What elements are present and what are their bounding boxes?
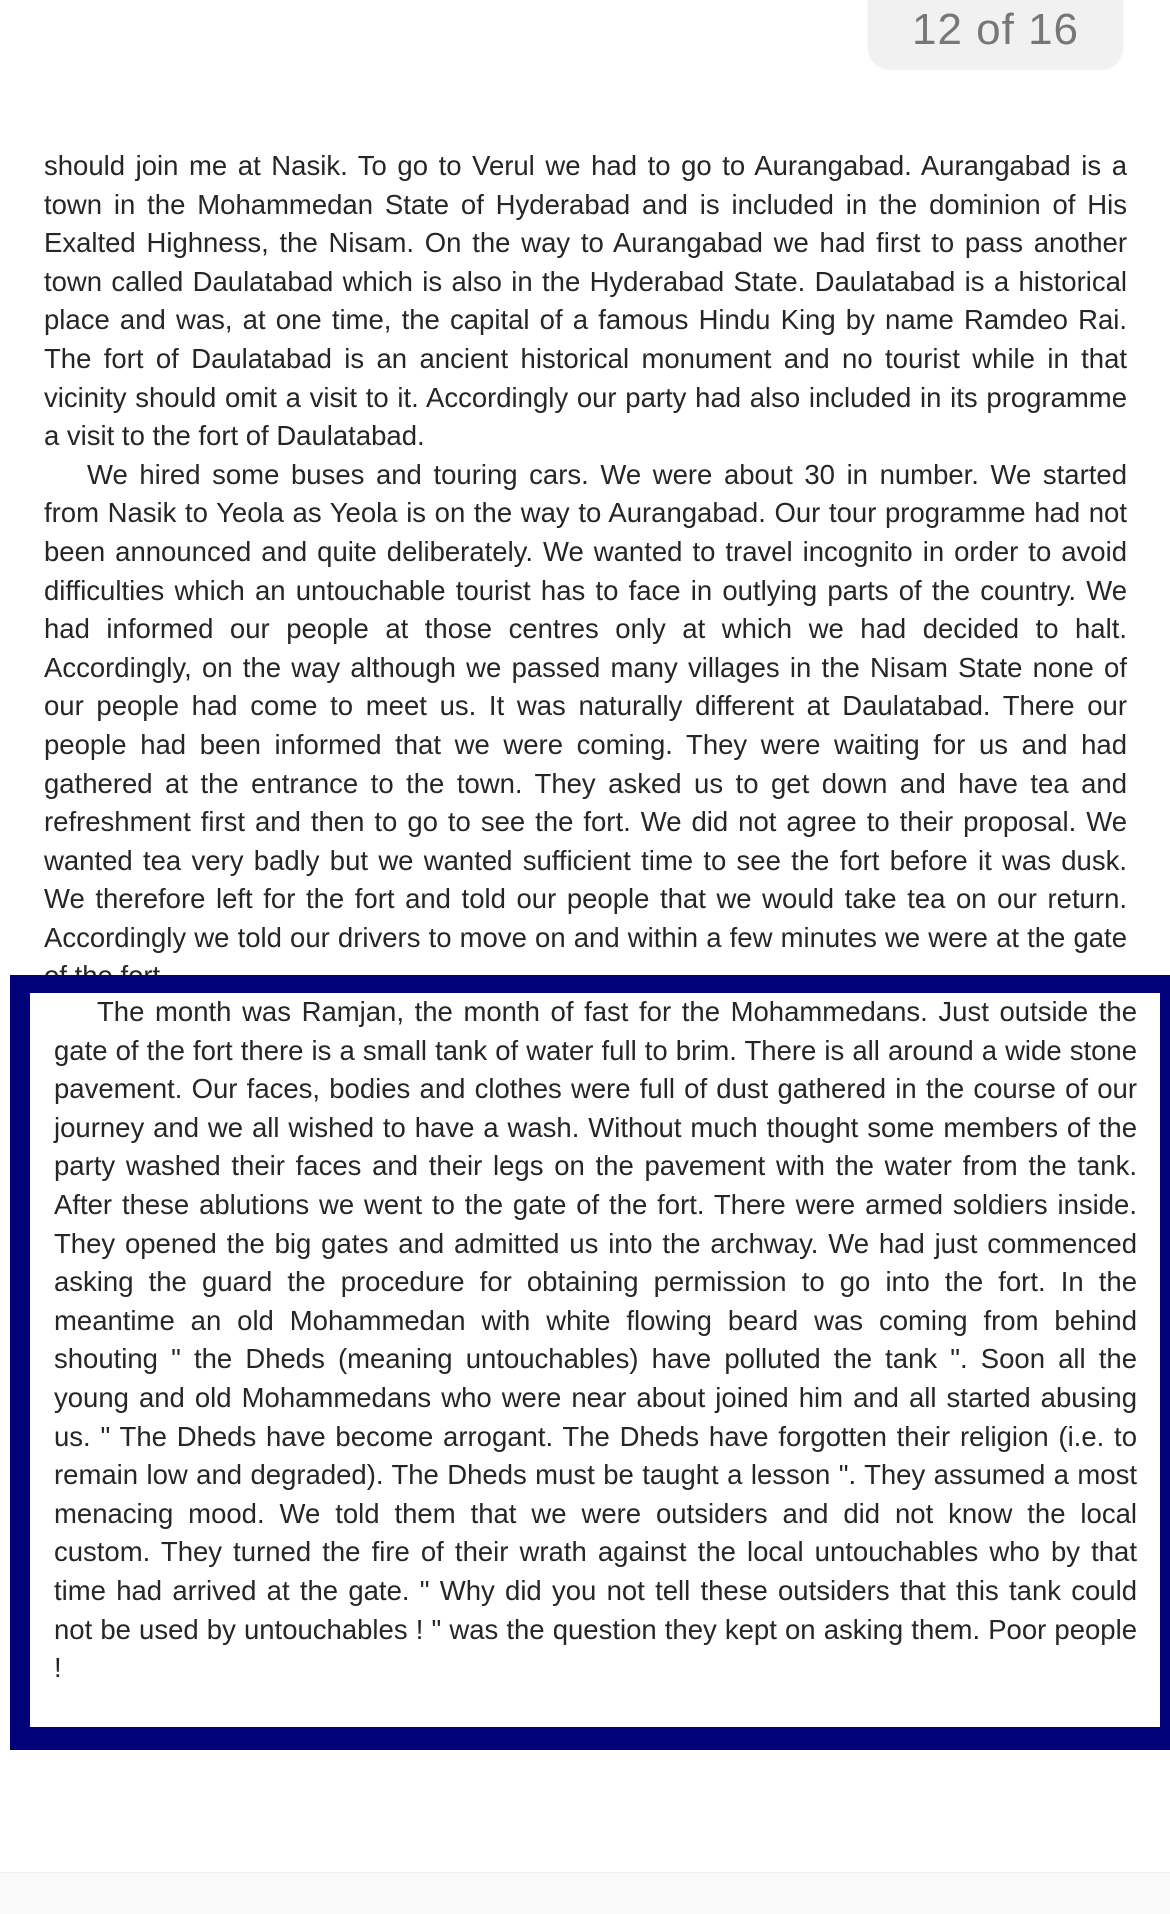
upper-text-block bbox=[44, 147, 1127, 975]
bottom-edge-strip bbox=[0, 1872, 1170, 1914]
highlight-box-inner bbox=[30, 993, 1160, 1727]
page-indicator-label: 12 of 16 bbox=[911, 5, 1080, 54]
page-indicator bbox=[868, 0, 1123, 69]
paragraph-continuation: should join me at Nasik. To go to Verul we had to go to Aurangabad. Aurangabad is a town in the Mohammedan State of Hyderabad and is included in the dominion of His Exalted Highness, the Nisam. On the way to Aurangabad we had first to pass another town called Daulatabad which is also in the Hyderabad State. Daulatabad is a historical place and was, at one time, the capital of a famous Hindu King by name Ramdeo Rai. The fort of Daulatabad is an ancient historical monument and no tourist while in that vicinity should omit a visit to it. Accordingly our party had also included in its programme a visit to the fort of Daulatabad. bbox=[44, 150, 1127, 452]
paragraph-highlighted: The month was Ramjan, the month of fast for the Mohammedans. Just outside the gate of the fort there is a small tank of water full to brim. There is all around a wide stone pavement. Our faces, bodies and clothes were full of dust gathered in the course of our journey and we all wished to have a wash. Without much thought some members of the party washed their faces and their legs on the pavement with the water from the tank. After these ablutions we went to the gate of the fort. There were armed soldiers inside. They opened the big gates and admitted us into the archway. We had just commenced asking the guard the procedure for obtaining permission to go into the fort. In the meantime an old Mohammedan with white flowing beard was coming from behind shouting " the Dheds (meaning untouchables) have polluted the tank ". Soon all the young and old Mohammedans who were near about joined him and all started abusing us. " The Dheds have become arrogant. The Dheds have forgotten their religion (i.e. to remain low and degraded). The Dheds must be taught a lesson ". They assumed a most menacing mood. We told them that we were outsiders and did not know the local custom. They turned the fire of their wrath against the local untouchables who by that time had arrived at the gate. " Why did you not tell these outsiders that this tank could not be used by untouchables ! " was the question they kept on asking them. Poor people ! bbox=[54, 996, 1137, 1684]
highlighted-text-block bbox=[54, 993, 1137, 1688]
highlight-box bbox=[10, 975, 1170, 1750]
paragraph-journey: We hired some buses and touring cars. We were about 30 in number. We started from Nasik to Yeola as Yeola is on the way to Aurangabad. Our tour programme had not been announced and quite deliberately. We wanted to travel incognito in order to avoid difficulties which an untouchable tourist has to face in outlying parts of the country. We had informed our people at those centres only at which we had decided to halt. Accordingly, on the way although we passed many villages in the Nisam State none of our people had come to meet us. It was naturally different at Daulatabad. There our people had been informed that we were coming. They were waiting for us and had gathered at the entrance to the town. They asked us to get down and have tea and refreshment first and then to go to see the fort. We did not agree to their proposal. We wanted tea very badly but we wanted sufficient time to see the fort before it was dusk. We therefore left for the fort and told our people that we would take tea on our return. Accordingly we told our drivers to move on and within a few minutes we were at the gate bbox=[44, 458, 1127, 953]
